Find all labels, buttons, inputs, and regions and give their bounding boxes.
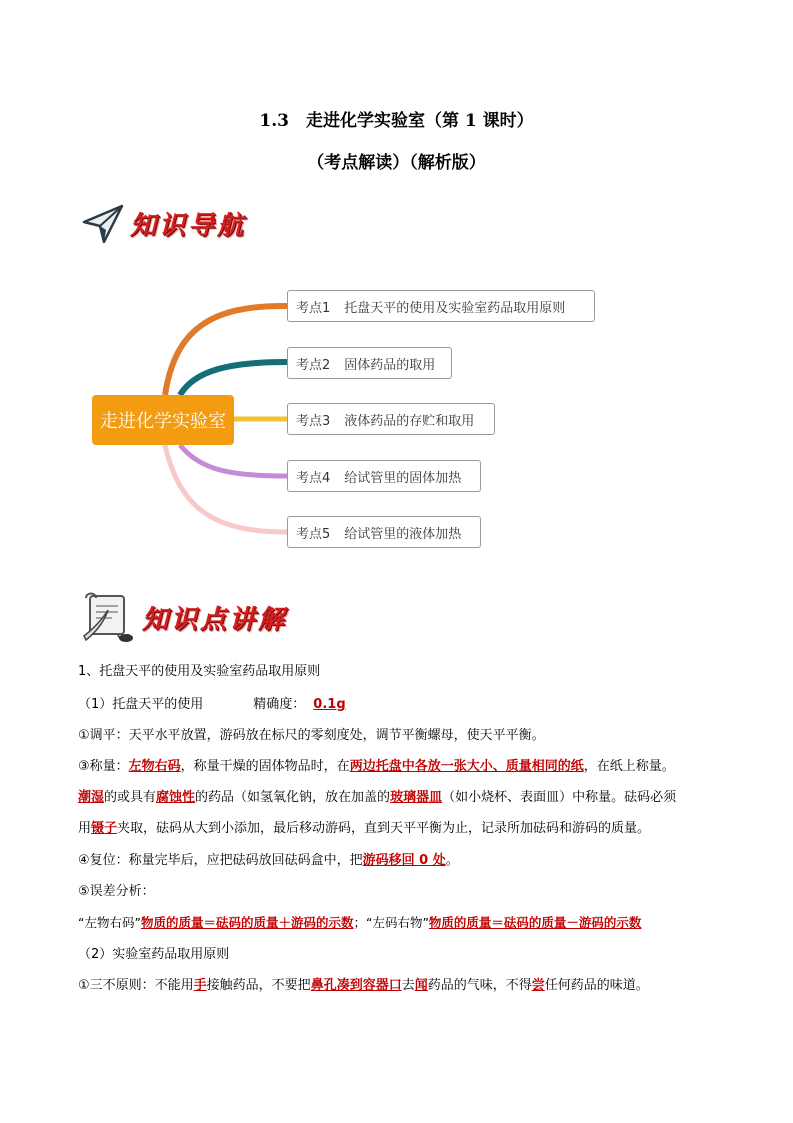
text: ③称量： — [78, 759, 129, 774]
node-num: 考点5 — [296, 526, 331, 542]
node-label: 托盘天平的使用及实验室药品取用原则 — [344, 300, 566, 316]
paragraph-reset — [78, 851, 459, 871]
text: 的或具有 — [104, 790, 157, 805]
mindmap-node-2 — [287, 347, 452, 379]
text: “左物右码” — [78, 915, 141, 930]
node-num: 考点1 — [296, 300, 331, 316]
answer: 闻 — [414, 978, 428, 993]
answer: 潮湿 — [78, 790, 105, 805]
text: 用 — [78, 821, 92, 836]
paragraph-corrosive — [78, 788, 676, 808]
text: ；“左码右物” — [353, 915, 429, 930]
answer: 物质的质量＝砝码的质量－游码的示数 — [428, 915, 642, 930]
answer: 手 — [193, 978, 207, 993]
connector-5 — [165, 445, 287, 532]
answer: 0.1g — [313, 697, 346, 712]
text: ①三不原则：不能用 — [78, 978, 194, 993]
text: ，称量干燥的固体物品时，在 — [180, 759, 350, 774]
text: ④复位：称量完毕后，应把砝码放回砝码盒中，把 — [78, 853, 363, 868]
paragraph-weighing — [78, 757, 675, 777]
answer: 镊子 — [91, 821, 118, 836]
connector-2 — [180, 362, 287, 395]
explain-banner — [80, 590, 287, 644]
answer: 尝 — [531, 978, 545, 993]
node-label: 给试管里的固体加热 — [344, 470, 462, 486]
node-label: 固体药品的取用 — [344, 357, 436, 373]
text: （1）托盘天平的使用 — [78, 697, 204, 712]
answer: 游码移回 0 处 — [362, 853, 446, 868]
mindmap-node-3 — [287, 403, 495, 435]
answer: 两边托盘中各放一张大小、质量相同的纸 — [349, 759, 584, 774]
paragraph-error: ⑤误差分析： — [78, 884, 155, 899]
answer: 玻璃器皿 — [390, 790, 443, 805]
page-title: 1.3 走进化学实验室（第 1 课时） — [259, 111, 534, 131]
subheading-balance — [78, 695, 346, 715]
section-heading-1: 1、托盘天平的使用及实验室药品取用原则 — [78, 664, 321, 679]
scroll-quill-icon — [80, 590, 136, 644]
node-num: 考点2 — [296, 357, 331, 373]
mindmap-node-4 — [287, 460, 481, 492]
subheading-principles: （2）实验室药品取用原则 — [78, 947, 230, 962]
answer: 左物右码 — [128, 759, 181, 774]
text: 任何药品的味道。 — [544, 978, 649, 993]
text: 药品的气味，不得 — [427, 978, 532, 993]
paragraph-three-nos — [78, 976, 649, 996]
text: 精确度： — [253, 697, 306, 712]
answer: 鼻孔凑到容器口 — [310, 978, 402, 993]
text: 夹取，砝码从大到小添加，最后移动游码，直到天平平衡为止，记录所加砝码和游码的质量。 — [117, 821, 651, 836]
node-num: 考点4 — [296, 470, 331, 486]
answer: 腐蚀性 — [156, 790, 196, 805]
node-num: 考点3 — [296, 413, 331, 429]
node-label: 给试管里的液体加热 — [344, 526, 462, 542]
text: （如小烧杯、表面皿）中称量。砝码必须 — [442, 790, 677, 805]
text: ，在纸上称量。 — [583, 759, 675, 774]
paragraph-tweezers — [78, 819, 650, 839]
node-label: 液体药品的存贮和取用 — [344, 413, 475, 429]
mindmap-node-5 — [287, 516, 481, 548]
paragraph-leveling: ①调平：天平水平放置，游码放在标尺的零刻度处，调节平衡螺母，使天平平衡。 — [78, 728, 545, 743]
nav-banner-text: 知识导航 — [130, 210, 247, 241]
paragraph-formula — [78, 913, 641, 933]
text: 的药品（如氢氧化钠，放在加盖的 — [195, 790, 391, 805]
mindmap-center: 走进化学实验室 — [92, 395, 234, 445]
text: 去 — [401, 978, 415, 993]
mindmap-node-1 — [287, 290, 595, 322]
text: 。 — [445, 853, 459, 868]
text: 接触药品，不要把 — [206, 978, 311, 993]
answer: 物质的质量＝砝码的质量＋游码的示数 — [140, 915, 354, 930]
explain-banner-text: 知识点讲解 — [142, 604, 288, 635]
connector-4 — [180, 445, 287, 476]
connector-1 — [165, 306, 287, 395]
page-subtitle: （考点解读）（解析版） — [307, 153, 486, 173]
